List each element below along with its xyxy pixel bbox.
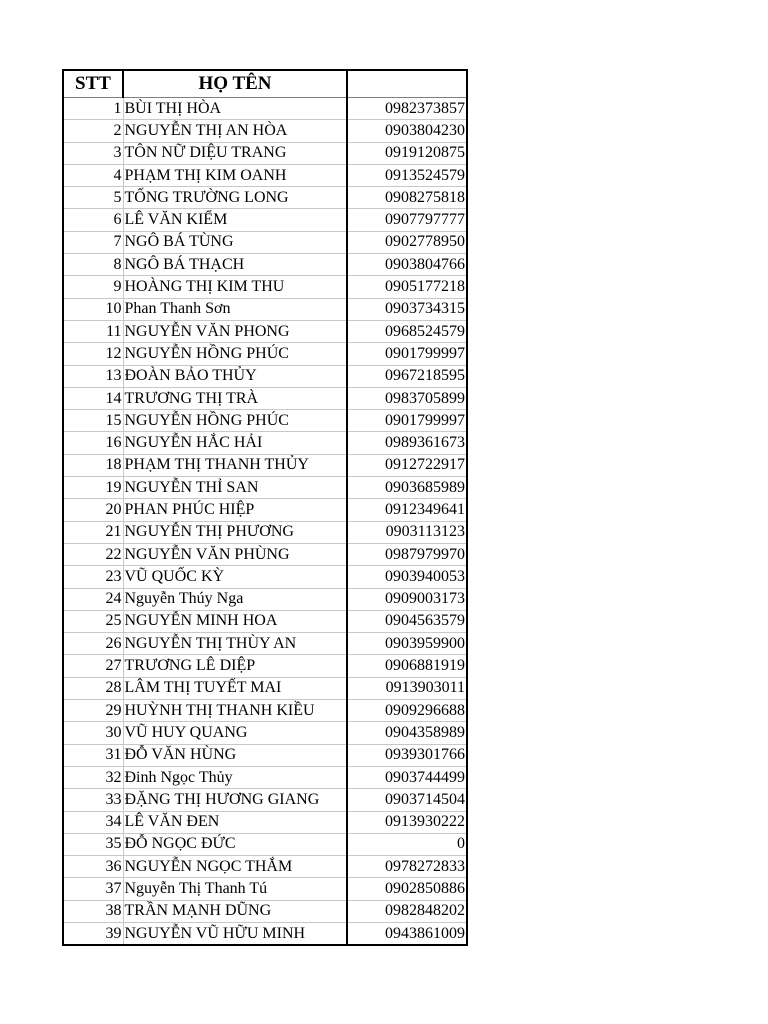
table-row: [63, 98, 467, 120]
row-number: 8: [63, 254, 123, 276]
row-number: 18: [63, 454, 123, 476]
row-number: 39: [63, 922, 123, 945]
person-name: HOÀNG THỊ KIM THU: [123, 276, 347, 298]
row-number: 28: [63, 677, 123, 699]
table-row: [63, 320, 467, 342]
person-name: NGUYỄN NGỌC THẮM: [123, 856, 347, 878]
row-number: 9: [63, 276, 123, 298]
person-name: LÂM THỊ TUYẾT MAI: [123, 677, 347, 699]
person-name: NGÔ BÁ TÙNG: [123, 231, 347, 253]
person-name: PHẠM THỊ KIM OANH: [123, 164, 347, 186]
table-row: [63, 454, 467, 476]
person-name: NGUYỄN MINH HOA: [123, 610, 347, 632]
person-name: NGUYỄN VĂN PHONG: [123, 320, 347, 342]
row-number: 23: [63, 566, 123, 588]
person-name: NGUYỄN THỊ AN HÒA: [123, 120, 347, 142]
row-number: 29: [63, 700, 123, 722]
person-name: TRƯƠNG THỊ TRÀ: [123, 387, 347, 409]
phone-number: 0982373857: [347, 98, 467, 120]
table-row: [63, 432, 467, 454]
header-name: HỌ TÊN: [123, 70, 347, 98]
row-number: 19: [63, 477, 123, 499]
row-number: 37: [63, 878, 123, 900]
table-row: [63, 343, 467, 365]
person-name: NGUYỄN THỈ SAN: [123, 477, 347, 499]
phone-number: 0901799997: [347, 343, 467, 365]
header-row: [63, 70, 467, 98]
table-row: [63, 276, 467, 298]
row-number: 35: [63, 833, 123, 855]
phone-number: 0967218595: [347, 365, 467, 387]
row-number: 33: [63, 789, 123, 811]
row-number: 14: [63, 387, 123, 409]
phone-number: 0913524579: [347, 164, 467, 186]
person-name: NGUYỄN THỊ THÙY AN: [123, 633, 347, 655]
phone-number: 0978272833: [347, 856, 467, 878]
person-name: ĐOÀN BẢO THỦY: [123, 365, 347, 387]
row-number: 25: [63, 610, 123, 632]
table-row: [63, 254, 467, 276]
person-name: Nguyễn Thúy Nga: [123, 588, 347, 610]
person-name: Đinh Ngọc Thủy: [123, 766, 347, 788]
table-row: [63, 900, 467, 922]
row-number: 26: [63, 633, 123, 655]
table-row: [63, 298, 467, 320]
row-number: 16: [63, 432, 123, 454]
row-number: 12: [63, 343, 123, 365]
table-row: [63, 811, 467, 833]
row-number: 36: [63, 856, 123, 878]
phone-number: 0903714504: [347, 789, 467, 811]
person-name: TRƯƠNG LÊ DIỆP: [123, 655, 347, 677]
phone-number: 0987979970: [347, 543, 467, 565]
phone-number: 0907797777: [347, 209, 467, 231]
row-number: 2: [63, 120, 123, 142]
table-row: [63, 566, 467, 588]
row-number: 7: [63, 231, 123, 253]
phone-number: 0903940053: [347, 566, 467, 588]
phone-number: 0903959900: [347, 633, 467, 655]
row-number: 24: [63, 588, 123, 610]
row-number: 15: [63, 410, 123, 432]
row-number: 38: [63, 900, 123, 922]
phone-number: 0913903011: [347, 677, 467, 699]
table-row: [63, 387, 467, 409]
person-name: HUỲNH THỊ THANH KIỀU: [123, 700, 347, 722]
table-row: [63, 588, 467, 610]
row-number: 5: [63, 187, 123, 209]
phone-number: 0: [347, 833, 467, 855]
phone-number: 0908275818: [347, 187, 467, 209]
phone-number: 0989361673: [347, 432, 467, 454]
phone-number: 0905177218: [347, 276, 467, 298]
person-name: NGUYỄN VĂN PHÙNG: [123, 543, 347, 565]
row-number: 3: [63, 142, 123, 164]
row-number: 1: [63, 98, 123, 120]
phone-number: 0982848202: [347, 900, 467, 922]
phone-number: 0913930222: [347, 811, 467, 833]
table-row: [63, 231, 467, 253]
phone-number: 0903734315: [347, 298, 467, 320]
table-row: [63, 209, 467, 231]
phone-number: 0906881919: [347, 655, 467, 677]
person-name: LÊ VĂN ĐEN: [123, 811, 347, 833]
table-row: [63, 833, 467, 855]
phone-number: 0909296688: [347, 700, 467, 722]
person-name: Nguyễn Thị Thanh Tú: [123, 878, 347, 900]
person-name: NGUYỄN HỒNG PHÚC: [123, 410, 347, 432]
row-number: 11: [63, 320, 123, 342]
row-number: 32: [63, 766, 123, 788]
phone-number: 0903744499: [347, 766, 467, 788]
row-number: 4: [63, 164, 123, 186]
table-row: [63, 633, 467, 655]
row-number: 21: [63, 521, 123, 543]
row-number: 13: [63, 365, 123, 387]
phone-number: 0903113123: [347, 521, 467, 543]
row-number: 20: [63, 499, 123, 521]
row-number: 22: [63, 543, 123, 565]
table-row: [63, 477, 467, 499]
person-name: ĐỖ NGỌC ĐỨC: [123, 833, 347, 855]
phone-number: 0904563579: [347, 610, 467, 632]
person-name: NGUYỄN THỊ PHƯƠNG: [123, 521, 347, 543]
person-name: NGUYỄN VŨ HỮU MINH: [123, 922, 347, 945]
person-name: TÔN NỮ DIỆU TRANG: [123, 142, 347, 164]
person-name: ĐỖ VĂN HÙNG: [123, 744, 347, 766]
table-row: [63, 744, 467, 766]
person-name: ĐẶNG THỊ HƯƠNG GIANG: [123, 789, 347, 811]
person-name: VŨ QUỐC KỲ: [123, 566, 347, 588]
table-row: [63, 722, 467, 744]
row-number: 6: [63, 209, 123, 231]
table-body: [63, 98, 467, 946]
person-name: Phan Thanh Sơn: [123, 298, 347, 320]
row-number: 10: [63, 298, 123, 320]
table-row: [63, 677, 467, 699]
table-row: [63, 543, 467, 565]
table-row: [63, 789, 467, 811]
table-row: [63, 922, 467, 945]
table-row: [63, 856, 467, 878]
table-row: [63, 521, 467, 543]
table-row: [63, 610, 467, 632]
person-name: TỐNG TRƯỜNG LONG: [123, 187, 347, 209]
phone-number: 0968524579: [347, 320, 467, 342]
table-row: [63, 410, 467, 432]
header-stt: STT: [63, 70, 123, 98]
phone-number: 0939301766: [347, 744, 467, 766]
person-name: NGÔ BÁ THẠCH: [123, 254, 347, 276]
table-row: [63, 766, 467, 788]
person-name: NGUYỄN HỒNG PHÚC: [123, 343, 347, 365]
table-row: [63, 365, 467, 387]
person-name: TRẦN MẠNH DŨNG: [123, 900, 347, 922]
contact-table: [62, 69, 468, 946]
phone-number: 0912722917: [347, 454, 467, 476]
phone-number: 0919120875: [347, 142, 467, 164]
row-number: 27: [63, 655, 123, 677]
phone-number: 0901799997: [347, 410, 467, 432]
phone-number: 0903804766: [347, 254, 467, 276]
phone-number: 0904358989: [347, 722, 467, 744]
phone-number: 0903685989: [347, 477, 467, 499]
table-row: [63, 164, 467, 186]
phone-number: 0912349641: [347, 499, 467, 521]
phone-number: 0943861009: [385, 924, 465, 942]
row-number: 31: [63, 744, 123, 766]
person-name: LÊ VĂN KIỂM: [123, 209, 347, 231]
person-name: PHAN PHÚC HIỆP: [123, 499, 347, 521]
person-name: NGUYỄN HẮC HẢI: [123, 432, 347, 454]
header-phone: [347, 70, 467, 98]
phone-number: 0902778950: [347, 231, 467, 253]
table-row: [63, 142, 467, 164]
row-number: 34: [63, 811, 123, 833]
table-row: [63, 700, 467, 722]
person-name: BÙI THỊ HÒA: [123, 98, 347, 120]
phone-number: 0903804230: [347, 120, 467, 142]
phone-number: 0983705899: [347, 387, 467, 409]
table-row: [63, 499, 467, 521]
phone-number: 0909003173: [347, 588, 467, 610]
phone-number: 0902850886: [347, 878, 467, 900]
table-row: [63, 187, 467, 209]
table-row: [63, 655, 467, 677]
person-name: VŨ HUY QUANG: [123, 722, 347, 744]
table-row: [63, 120, 467, 142]
person-name: PHẠM THỊ THANH THỦY: [123, 454, 347, 476]
row-number: 30: [63, 722, 123, 744]
table-row: [63, 878, 467, 900]
